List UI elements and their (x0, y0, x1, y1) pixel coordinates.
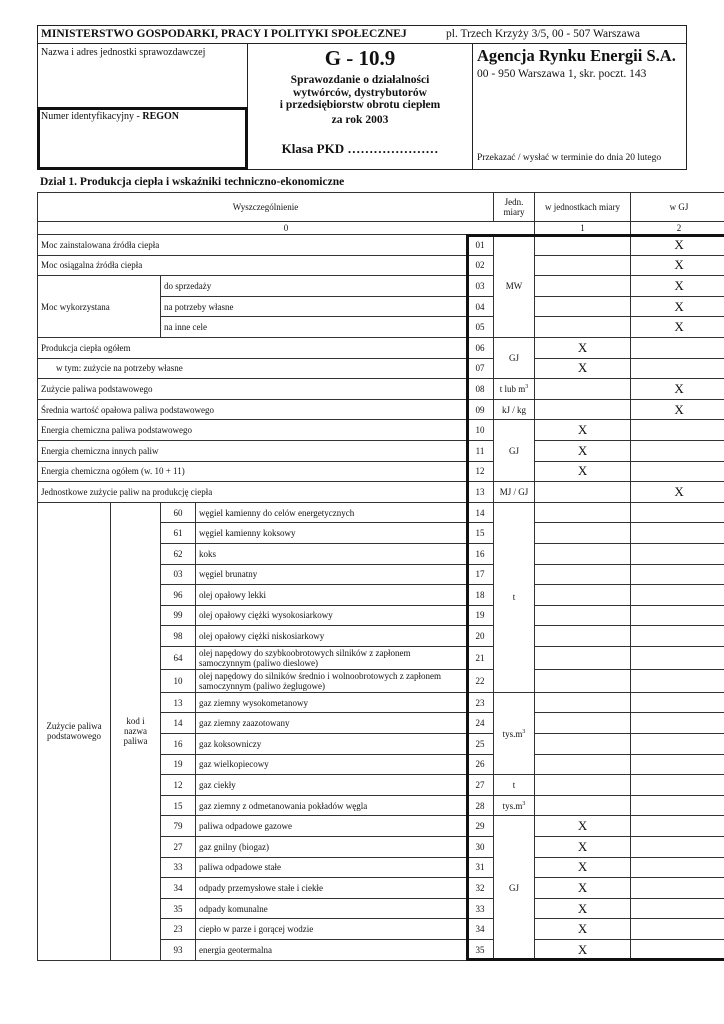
row-number: 07 (467, 358, 494, 379)
fuel-code: 27 (161, 837, 196, 858)
cell-gj[interactable]: X (631, 482, 724, 503)
cell-gj[interactable] (631, 543, 724, 564)
cell-gj[interactable] (631, 564, 724, 585)
row-number: 28 (467, 795, 494, 816)
fuel-code: 62 (161, 543, 196, 564)
fuel-code: 03 (161, 564, 196, 585)
row-number: 33 (467, 898, 494, 919)
deadline-note: Przekazać / wysłać w terminie do dnia 20 lutego (477, 153, 662, 163)
cell-units[interactable] (535, 564, 631, 585)
row-number: 16 (467, 543, 494, 564)
row-label: do sprzedaży (161, 276, 467, 297)
cell-units[interactable] (535, 626, 631, 647)
fuel-name: ciepło w parze i gorącej wodzie (196, 919, 467, 940)
table-row (38, 255, 724, 276)
header-divider-right (472, 43, 473, 170)
cell-units[interactable] (535, 795, 631, 816)
row-number: 20 (467, 626, 494, 647)
cell-units[interactable]: X (535, 857, 631, 878)
cell-gj[interactable] (631, 626, 724, 647)
form-title-line-2: wytwórców, dystrybutorów (293, 86, 427, 99)
unit-text: tys.m (502, 800, 523, 811)
unit-cell: GJ (494, 816, 535, 960)
row-number: 34 (467, 919, 494, 940)
unit-cell: GJ (494, 337, 535, 378)
cell-units[interactable]: X (535, 440, 631, 461)
cell-units[interactable] (535, 605, 631, 626)
fuel-name: paliwa odpadowe stałe (196, 857, 467, 878)
cell-gj[interactable] (631, 816, 724, 837)
cell-units[interactable] (535, 317, 631, 338)
fuel-name: węgiel kamienny koksowy (196, 523, 467, 544)
table-row (38, 379, 724, 400)
row-number: 18 (467, 585, 494, 606)
unit-cell: MW (494, 235, 535, 338)
cell-units[interactable] (535, 296, 631, 317)
row-number: 17 (467, 564, 494, 585)
cell-gj[interactable]: X (631, 276, 724, 297)
cell-gj[interactable] (631, 919, 724, 940)
cell-units[interactable] (535, 646, 631, 669)
unit-text: t lub m (499, 383, 526, 394)
ministry-name: MINISTERSTWO GOSPODARKI, PRACY I POLITYKI SPOŁECZNEJ (41, 28, 407, 40)
unit-cell (494, 379, 535, 400)
row-number: 01 (467, 235, 494, 256)
cell-units[interactable] (535, 543, 631, 564)
unit-sup: 3 (525, 383, 529, 390)
row-number: 14 (467, 502, 494, 523)
cell-gj[interactable]: X (631, 296, 724, 317)
col-header-gj: w GJ (631, 193, 724, 222)
row-number: 10 (467, 420, 494, 441)
row-number: 26 (467, 754, 494, 775)
unit-cell: GJ (494, 420, 535, 482)
fuel-code: 98 (161, 626, 196, 647)
fuel-code: 10 (161, 669, 196, 692)
cell-gj[interactable] (631, 523, 724, 544)
fuel-code: 23 (161, 919, 196, 940)
unit-cell: t (494, 502, 535, 692)
fuel-name: gaz koksowniczy (196, 734, 467, 755)
form-title-line-4: za rok 2003 (331, 113, 389, 126)
cell-units[interactable]: X (535, 337, 631, 358)
cell-gj[interactable] (631, 898, 724, 919)
reporting-unit-label: Nazwa i adres jednostki sprawozdawczej (41, 47, 206, 58)
cell-gj[interactable] (631, 775, 724, 796)
fuel-name: koks (196, 543, 467, 564)
fuel-code: 60 (161, 502, 196, 523)
unit-cell (494, 795, 535, 816)
fuel-name: gaz ziemny wysokometanowy (196, 692, 467, 713)
cell-units[interactable] (535, 713, 631, 734)
cell-gj[interactable]: X (631, 399, 724, 420)
table-row (38, 440, 724, 461)
fuel-name: olej opałowy ciężki wysokosiarkowy (196, 605, 467, 626)
cell-gj[interactable] (631, 940, 724, 961)
fuel-group-label: Zużycie paliwa podstawowego (38, 502, 111, 960)
cell-units[interactable] (535, 482, 631, 503)
table-row (38, 235, 724, 256)
row-number: 24 (467, 713, 494, 734)
fuel-name: olej opałowy lekki (196, 585, 467, 606)
data-table (37, 192, 724, 961)
table-row (38, 399, 724, 420)
fuel-name: gaz ziemny zaazotowany (196, 713, 467, 734)
row-label: Energia chemiczna paliwa podstawowego (38, 420, 467, 441)
header-row (38, 193, 724, 222)
fuel-code: 14 (161, 713, 196, 734)
ministry-bar-line (37, 43, 687, 44)
cell-gj[interactable]: X (631, 317, 724, 338)
cell-gj[interactable] (631, 502, 724, 523)
cell-units[interactable] (535, 734, 631, 755)
fuel-code: 64 (161, 646, 196, 669)
cell-units[interactable]: X (535, 878, 631, 899)
cell-units[interactable]: X (535, 358, 631, 379)
unit-cell (494, 692, 535, 774)
cell-units[interactable]: X (535, 919, 631, 940)
cell-gj[interactable] (631, 605, 724, 626)
cell-gj[interactable] (631, 754, 724, 775)
fuel-code: 99 (161, 605, 196, 626)
col-num-1: 1 (535, 222, 631, 235)
unit-cell: t (494, 775, 535, 796)
table-row (38, 358, 724, 379)
fuel-name: węgiel brunatny (196, 564, 467, 585)
unit-sup: 3 (522, 800, 526, 807)
form-title (248, 74, 472, 126)
fuel-code: 79 (161, 816, 196, 837)
cell-units[interactable]: X (535, 461, 631, 482)
cell-gj[interactable] (631, 646, 724, 669)
row-number: 08 (467, 379, 494, 400)
cell-units[interactable] (535, 754, 631, 775)
cell-gj[interactable] (631, 837, 724, 858)
cell-units[interactable] (535, 276, 631, 297)
cell-gj[interactable] (631, 585, 724, 606)
cell-gj[interactable] (631, 692, 724, 713)
row-number: 25 (467, 734, 494, 755)
fuel-name: olej napędowy do silników średnio i wolnoobrotowych z zapłonem samoczynnym (paliwo żeglugowe) (196, 669, 467, 692)
table-row (38, 502, 724, 523)
cell-units[interactable] (535, 585, 631, 606)
col-header-desc: Wyszczególnienie (38, 193, 494, 222)
cell-units[interactable] (535, 692, 631, 713)
form-title-line-3: i przedsiębiorstw obrotu ciepłem (279, 99, 441, 111)
cell-units[interactable] (535, 399, 631, 420)
fuel-code: 96 (161, 585, 196, 606)
fuel-code: 16 (161, 734, 196, 755)
regon-label-bold: REGON (142, 111, 180, 122)
agency-address: 00 - 950 Warszawa 1, skr. poczt. 143 (477, 68, 647, 80)
row-number: 13 (467, 482, 494, 503)
col-num-0: 0 (38, 222, 535, 235)
agency-name: Agencja Rynku Energii S.A. (477, 46, 676, 65)
fuel-name: energia geotermalna (196, 940, 467, 961)
row-number: 19 (467, 605, 494, 626)
row-label: Jednostkowe zużycie paliw na produkcję ciepła (38, 482, 467, 503)
pkd-field[interactable]: Klasa PKD ………………… (281, 141, 439, 156)
row-number: 29 (467, 816, 494, 837)
row-number: 23 (467, 692, 494, 713)
fuel-code: 13 (161, 692, 196, 713)
form-title-line-1: Sprawozdanie o działalności (290, 74, 430, 86)
row-label: na potrzeby własne (161, 296, 467, 317)
row-number: 04 (467, 296, 494, 317)
cell-gj[interactable] (631, 734, 724, 755)
cell-gj[interactable]: X (631, 235, 724, 256)
cell-units[interactable]: X (535, 940, 631, 961)
table-row (38, 276, 724, 297)
cell-units[interactable] (535, 775, 631, 796)
unit-sup: 3 (522, 728, 526, 735)
ministry-address: pl. Trzech Krzyży 3/5, 00 - 507 Warszawa (446, 28, 640, 40)
cell-gj[interactable] (631, 669, 724, 692)
cell-gj[interactable] (631, 420, 724, 441)
fuel-name: gaz wielkopiecowy (196, 754, 467, 775)
row-number: 32 (467, 878, 494, 899)
unit-text: tys.m (502, 728, 523, 739)
cell-units[interactable] (535, 235, 631, 256)
row-label: na inne cele (161, 317, 467, 338)
fuel-name: węgiel kamienny do celów energetycznych (196, 502, 467, 523)
fuel-code: 12 (161, 775, 196, 796)
fuel-code: 93 (161, 940, 196, 961)
cell-units[interactable]: X (535, 898, 631, 919)
fuel-code: 33 (161, 857, 196, 878)
cell-units[interactable] (535, 502, 631, 523)
cell-units[interactable] (535, 523, 631, 544)
cell-units[interactable]: X (535, 837, 631, 858)
fuel-code: 61 (161, 523, 196, 544)
fuel-name: olej opałowy ciężki niskosiarkowy (196, 626, 467, 647)
row-number: 02 (467, 255, 494, 276)
row-number: 15 (467, 523, 494, 544)
fuel-name: gaz ciekły (196, 775, 467, 796)
row-label: Moc zainstalowana źródła ciepła (38, 235, 467, 256)
regon-label-prefix: Numer identyfikacyjny - (41, 111, 143, 122)
row-number: 31 (467, 857, 494, 878)
group-label: Moc wykorzystana (38, 276, 161, 338)
fuel-code: 34 (161, 878, 196, 899)
row-label: Energia chemiczna innych paliw (38, 440, 467, 461)
col-num-2: 2 (631, 222, 724, 235)
fuel-name: paliwa odpadowe gazowe (196, 816, 467, 837)
table-row (38, 420, 724, 441)
row-number: 22 (467, 669, 494, 692)
number-row (38, 222, 724, 235)
table-row (38, 461, 724, 482)
cell-gj[interactable] (631, 440, 724, 461)
fuel-code: 35 (161, 898, 196, 919)
cell-gj[interactable]: X (631, 379, 724, 400)
cell-gj[interactable] (631, 878, 724, 899)
row-number: 35 (467, 940, 494, 961)
form-code: G - 10.9 (324, 46, 396, 70)
unit-cell: kJ / kg (494, 399, 535, 420)
cell-units[interactable]: X (535, 816, 631, 837)
row-label: Produkcja ciepła ogółem (38, 337, 467, 358)
cell-gj[interactable]: X (631, 255, 724, 276)
cell-gj[interactable] (631, 857, 724, 878)
table-row (38, 337, 724, 358)
fuel-kod-label: kod i nazwa paliwa (111, 502, 161, 960)
fuel-name: olej napędowy do szybkoobrotowych silników z zapłonem samoczynnym (paliwo dieslowe) (196, 646, 467, 669)
cell-gj[interactable] (631, 795, 724, 816)
table-row (38, 482, 724, 503)
fuel-name: odpady komunalne (196, 898, 467, 919)
fuel-code: 15 (161, 795, 196, 816)
row-number: 27 (467, 775, 494, 796)
row-label: Moc osiągalna źródła ciepła (38, 255, 467, 276)
cell-gj[interactable] (631, 358, 724, 379)
unit-cell: MJ / GJ (494, 482, 535, 503)
cell-gj[interactable] (631, 461, 724, 482)
cell-gj[interactable] (631, 337, 724, 358)
cell-units[interactable]: X (535, 420, 631, 441)
cell-units[interactable] (535, 255, 631, 276)
row-number: 05 (467, 317, 494, 338)
cell-units[interactable] (535, 379, 631, 400)
regon-label (41, 111, 179, 122)
row-number: 03 (467, 276, 494, 297)
row-number: 11 (467, 440, 494, 461)
col-header-units: w jednostkach miary (535, 193, 631, 222)
col-header-unit: Jedn. miary (494, 193, 535, 222)
fuel-code: 19 (161, 754, 196, 775)
row-number: 12 (467, 461, 494, 482)
fuel-name: odpady przemysłowe stałe i ciekłe (196, 878, 467, 899)
cell-gj[interactable] (631, 713, 724, 734)
row-number: 30 (467, 837, 494, 858)
row-label: w tym: zużycie na potrzeby własne (38, 358, 467, 379)
fuel-name: gaz gnilny (biogaz) (196, 837, 467, 858)
fuel-name: gaz ziemny z odmetanowania pokładów węgla (196, 795, 467, 816)
section-title: Dział 1. Produkcja ciepła i wskaźniki techniczno-ekonomiczne (40, 176, 345, 188)
row-number: 21 (467, 646, 494, 669)
row-label: Średnia wartość opałowa paliwa podstawowego (38, 399, 467, 420)
cell-units[interactable] (535, 669, 631, 692)
row-number: 06 (467, 337, 494, 358)
row-label: Energia chemiczna ogółem (w. 10 + 11) (38, 461, 467, 482)
row-label: Zużycie paliwa podstawowego (38, 379, 467, 400)
row-number: 09 (467, 399, 494, 420)
